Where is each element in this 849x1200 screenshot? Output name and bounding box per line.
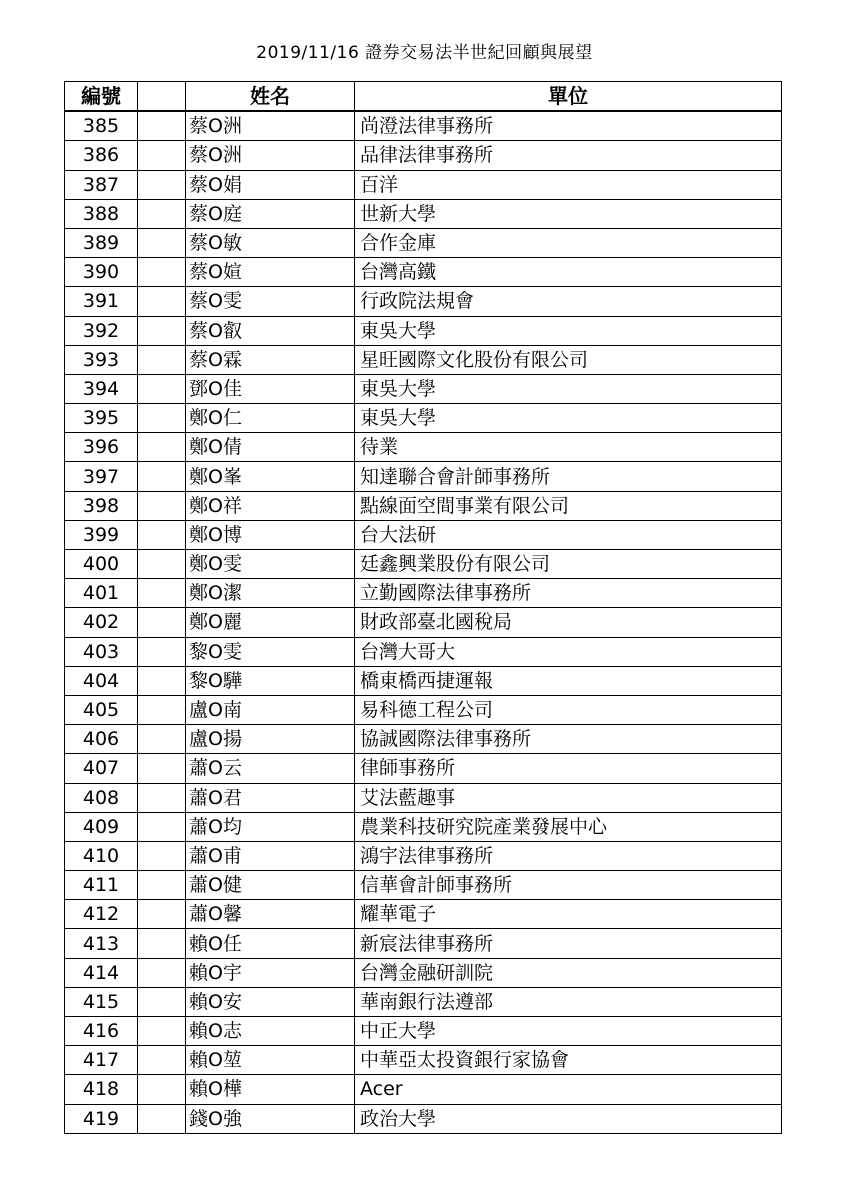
table-row [65,374,782,403]
row-number: 403 [65,637,138,666]
row-blank-cell [138,1046,186,1075]
row-number: 411 [65,871,138,900]
row-number: 409 [65,812,138,841]
row-blank-cell [138,404,186,433]
table-body [65,111,782,1133]
row-number: 385 [65,111,138,141]
row-unit: 尚澄法律事務所 [355,111,782,141]
row-name: 賴O志 [186,1017,355,1046]
row-blank-cell [138,258,186,287]
table-row [65,900,782,929]
row-blank-cell [138,520,186,549]
row-number: 405 [65,695,138,724]
row-name: 錢O強 [186,1104,355,1133]
row-unit: 艾法藍趣事 [355,783,782,812]
row-blank-cell [138,608,186,637]
row-unit: 易科德工程公司 [355,695,782,724]
table-row [65,550,782,579]
row-blank-cell [138,374,186,403]
row-name: 蔡O霖 [186,345,355,374]
header-name: 姓名 [186,82,355,112]
table-row [65,637,782,666]
row-blank-cell [138,1017,186,1046]
table-row [65,199,782,228]
row-name: 鄭O祥 [186,491,355,520]
table-row [65,754,782,783]
row-number: 396 [65,433,138,462]
row-blank-cell [138,199,186,228]
row-name: 鄭O峯 [186,462,355,491]
table-row [65,579,782,608]
row-unit: 鴻宇法律事務所 [355,841,782,870]
row-unit: 中華亞太投資銀行家協會 [355,1046,782,1075]
row-blank-cell [138,929,186,958]
table-row [65,258,782,287]
row-number: 400 [65,550,138,579]
row-unit: 耀華電子 [355,900,782,929]
row-name: 黎O驊 [186,666,355,695]
header-blank [138,82,186,112]
row-number: 397 [65,462,138,491]
row-number: 417 [65,1046,138,1075]
table-row [65,433,782,462]
row-blank-cell [138,871,186,900]
row-unit: 台灣金融研訓院 [355,958,782,987]
page-title: 2019/11/16 證券交易法半世紀回顧與展望 [256,43,593,63]
row-number: 391 [65,287,138,316]
row-blank-cell [138,462,186,491]
header-number: 編號 [65,82,138,112]
row-unit: Acer [355,1075,782,1104]
row-name: 蕭O甫 [186,841,355,870]
row-unit: 台大法研 [355,520,782,549]
row-number: 387 [65,170,138,199]
row-unit: 協誠國際法律事務所 [355,725,782,754]
row-blank-cell [138,900,186,929]
row-name: 賴O堃 [186,1046,355,1075]
row-name: 蔡O洲 [186,141,355,170]
row-name: 鄭O仁 [186,404,355,433]
row-number: 390 [65,258,138,287]
row-number: 389 [65,228,138,257]
row-blank-cell [138,987,186,1016]
table-row [65,491,782,520]
row-unit: 東吳大學 [355,374,782,403]
row-number: 413 [65,929,138,958]
row-number: 386 [65,141,138,170]
row-unit: 台灣大哥大 [355,637,782,666]
row-unit: 農業科技研究院產業發展中心 [355,812,782,841]
row-unit: 百洋 [355,170,782,199]
row-number: 418 [65,1075,138,1104]
row-name: 蔡O雯 [186,287,355,316]
row-name: 賴O任 [186,929,355,958]
row-unit: 律師事務所 [355,754,782,783]
row-number: 404 [65,666,138,695]
table-row [65,783,782,812]
table-row [65,141,782,170]
row-unit: 待業 [355,433,782,462]
row-blank-cell [138,666,186,695]
row-blank-cell [138,1104,186,1133]
row-unit: 台灣高鐵 [355,258,782,287]
row-name: 賴O安 [186,987,355,1016]
table-row [65,1046,782,1075]
row-name: 蕭O馨 [186,900,355,929]
row-name: 蔡O娟 [186,170,355,199]
attendee-table [64,81,782,1134]
row-unit: 立勤國際法律事務所 [355,579,782,608]
row-blank-cell [138,550,186,579]
table-row [65,345,782,374]
row-number: 388 [65,199,138,228]
row-number: 393 [65,345,138,374]
row-blank-cell [138,287,186,316]
row-name: 蔡O庭 [186,199,355,228]
table-row [65,666,782,695]
row-name: 賴O樺 [186,1075,355,1104]
row-name: 鄭O雯 [186,550,355,579]
row-unit: 財政部臺北國稅局 [355,608,782,637]
row-name: 盧O南 [186,695,355,724]
row-unit: 信華會計師事務所 [355,871,782,900]
row-unit: 世新大學 [355,199,782,228]
row-unit: 東吳大學 [355,316,782,345]
row-number: 412 [65,900,138,929]
row-blank-cell [138,491,186,520]
row-blank-cell [138,725,186,754]
row-unit: 華南銀行法遵部 [355,987,782,1016]
row-name: 蔡O媗 [186,258,355,287]
row-unit: 合作金庫 [355,228,782,257]
row-name: 賴O宇 [186,958,355,987]
row-number: 419 [65,1104,138,1133]
table-row [65,462,782,491]
row-blank-cell [138,1075,186,1104]
row-blank-cell [138,579,186,608]
table-row [65,287,782,316]
row-name: 蕭O均 [186,812,355,841]
row-blank-cell [138,141,186,170]
row-number: 415 [65,987,138,1016]
row-unit: 品律法律事務所 [355,141,782,170]
row-unit: 行政院法規會 [355,287,782,316]
row-number: 408 [65,783,138,812]
row-blank-cell [138,111,186,141]
row-unit: 廷鑫興業股份有限公司 [355,550,782,579]
row-unit: 中正大學 [355,1017,782,1046]
row-number: 402 [65,608,138,637]
table-row [65,608,782,637]
row-unit: 橋東橋西捷運報 [355,666,782,695]
header-unit: 單位 [355,82,782,112]
row-name: 蔡O洲 [186,111,355,141]
row-name: 鄭O倩 [186,433,355,462]
row-name: 鄧O佳 [186,374,355,403]
row-name: 鄭O麗 [186,608,355,637]
row-blank-cell [138,316,186,345]
row-name: 蕭O云 [186,754,355,783]
row-blank-cell [138,228,186,257]
row-name: 蕭O君 [186,783,355,812]
row-blank-cell [138,754,186,783]
row-number: 407 [65,754,138,783]
row-number: 399 [65,520,138,549]
row-number: 414 [65,958,138,987]
table-row [65,316,782,345]
row-number: 410 [65,841,138,870]
row-number: 401 [65,579,138,608]
table-row [65,871,782,900]
row-unit: 新宸法律事務所 [355,929,782,958]
table-row [65,228,782,257]
row-name: 蔡O敏 [186,228,355,257]
row-name: 蕭O健 [186,871,355,900]
table-row [65,841,782,870]
row-unit: 政治大學 [355,1104,782,1133]
row-number: 395 [65,404,138,433]
table-row [65,170,782,199]
row-name: 鄭O博 [186,520,355,549]
table-header-row [65,82,782,112]
row-name: 盧O揚 [186,725,355,754]
table-row [65,812,782,841]
row-blank-cell [138,958,186,987]
table-row [65,725,782,754]
row-blank-cell [138,433,186,462]
table-row [65,520,782,549]
row-blank-cell [138,345,186,374]
table-row [65,1104,782,1133]
row-number: 406 [65,725,138,754]
row-unit: 知達聯合會計師事務所 [355,462,782,491]
row-blank-cell [138,637,186,666]
table-row [65,958,782,987]
table-row [65,404,782,433]
row-unit: 星旺國際文化股份有限公司 [355,345,782,374]
row-name: 黎O雯 [186,637,355,666]
row-blank-cell [138,841,186,870]
row-number: 416 [65,1017,138,1046]
row-unit: 東吳大學 [355,404,782,433]
table-row [65,929,782,958]
row-name: 蔡O叡 [186,316,355,345]
row-name: 鄭O潔 [186,579,355,608]
table-row [65,987,782,1016]
row-blank-cell [138,783,186,812]
row-number: 394 [65,374,138,403]
table-row [65,1075,782,1104]
table-row [65,111,782,141]
table-row [65,695,782,724]
row-unit: 點線面空間事業有限公司 [355,491,782,520]
row-blank-cell [138,695,186,724]
table-row [65,1017,782,1046]
row-number: 392 [65,316,138,345]
row-blank-cell [138,170,186,199]
row-blank-cell [138,812,186,841]
row-number: 398 [65,491,138,520]
